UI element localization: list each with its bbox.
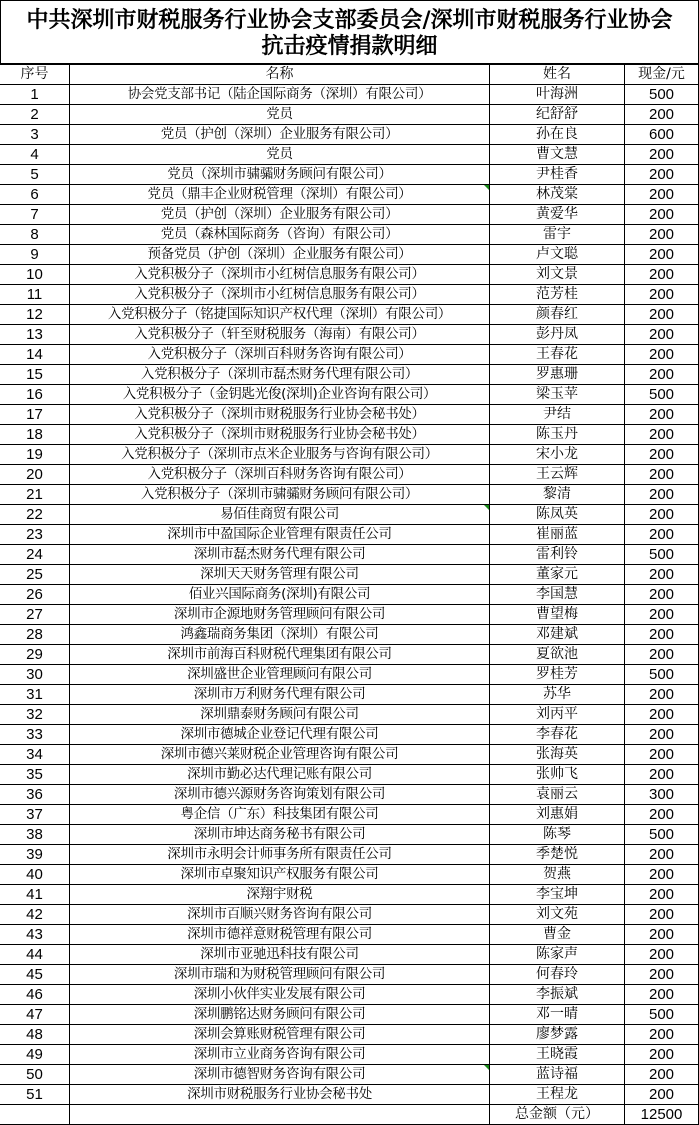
row-person[interactable]: 王云辉 xyxy=(490,465,625,485)
table-row xyxy=(0,185,699,205)
row-org[interactable]: 深圳市万利财务代理有限公司 xyxy=(70,685,490,705)
row-seq[interactable]: 20 xyxy=(0,465,70,485)
table-row xyxy=(0,785,699,805)
row-org[interactable]: 入党积极分子（深圳市小红树信息服务有限公司） xyxy=(70,265,490,285)
row-org[interactable]: 鸿鑫瑞商务集团（深圳）有限公司 xyxy=(70,625,490,645)
row-seq[interactable]: 11 xyxy=(0,285,70,305)
row-amount[interactable]: 200 xyxy=(625,485,699,505)
row-seq[interactable]: 26 xyxy=(0,585,70,605)
row-seq[interactable]: 47 xyxy=(0,1005,70,1025)
row-person[interactable]: 曹文慧 xyxy=(490,145,625,165)
header-amount[interactable]: 现金/元 xyxy=(625,65,699,85)
row-amount[interactable]: 200 xyxy=(625,1045,699,1065)
row-person[interactable]: 黎清 xyxy=(490,485,625,505)
row-seq[interactable]: 29 xyxy=(0,645,70,665)
row-seq[interactable]: 33 xyxy=(0,725,70,745)
row-amount[interactable]: 200 xyxy=(625,345,699,365)
table-row xyxy=(0,365,699,385)
row-seq[interactable]: 34 xyxy=(0,745,70,765)
table-row xyxy=(0,525,699,545)
row-org[interactable]: 深圳鼎泰财务顾问有限公司 xyxy=(70,705,490,725)
row-seq[interactable]: 16 xyxy=(0,385,70,405)
row-amount[interactable]: 200 xyxy=(625,1065,699,1085)
table-row xyxy=(0,165,699,185)
table-row xyxy=(0,485,699,505)
row-seq[interactable]: 50 xyxy=(0,1065,70,1085)
row-amount[interactable]: 500 xyxy=(625,1005,699,1025)
row-amount[interactable]: 200 xyxy=(625,945,699,965)
row-amount[interactable]: 500 xyxy=(625,385,699,405)
row-amount[interactable]: 200 xyxy=(625,445,699,465)
row-amount[interactable]: 200 xyxy=(625,505,699,525)
row-org[interactable]: 深圳小伙伴实业发展有限公司 xyxy=(70,985,490,1005)
table-row xyxy=(0,605,699,625)
row-seq[interactable]: 43 xyxy=(0,925,70,945)
total-row xyxy=(0,1105,699,1125)
row-person[interactable]: 黄爱华 xyxy=(490,205,625,225)
row-amount[interactable]: 200 xyxy=(625,325,699,345)
row-org[interactable]: 入党积极分子（轩至财税服务（海南）有限公司） xyxy=(70,325,490,345)
row-person[interactable]: 尹桂香 xyxy=(490,165,625,185)
row-org[interactable]: 深圳市德智财务咨询有限公司 xyxy=(70,1065,490,1085)
row-org[interactable]: 深圳市永明会计师事务所有限责任公司 xyxy=(70,845,490,865)
table-row xyxy=(0,905,699,925)
row-seq[interactable]: 9 xyxy=(0,245,70,265)
table-row xyxy=(0,705,699,725)
table-row xyxy=(0,865,699,885)
donation-sheet xyxy=(0,0,699,64)
row-person[interactable]: 范芳桂 xyxy=(490,285,625,305)
row-amount[interactable]: 200 xyxy=(625,765,699,785)
row-seq[interactable]: 14 xyxy=(0,345,70,365)
donation-table xyxy=(0,64,699,1125)
row-person[interactable]: 刘丙平 xyxy=(490,705,625,725)
table-row xyxy=(0,645,699,665)
row-person[interactable]: 陈家声 xyxy=(490,945,625,965)
row-seq[interactable]: 23 xyxy=(0,525,70,545)
row-seq[interactable]: 40 xyxy=(0,865,70,885)
row-amount[interactable]: 200 xyxy=(625,185,699,205)
table-row xyxy=(0,425,699,445)
row-org[interactable]: 深圳市瑞和为财税管理顾问有限公司 xyxy=(70,965,490,985)
row-amount[interactable]: 200 xyxy=(625,865,699,885)
row-org[interactable]: 预备党员（护创（深圳）企业服务有限公司） xyxy=(70,245,490,265)
row-person[interactable]: 廖梦露 xyxy=(490,1025,625,1045)
row-amount[interactable]: 200 xyxy=(625,705,699,725)
header-row xyxy=(0,65,699,85)
comment-marker-icon xyxy=(484,1065,489,1070)
table-row xyxy=(0,1045,699,1065)
row-org[interactable]: 深圳市德城企业登记代理有限公司 xyxy=(70,725,490,745)
row-person[interactable]: 孙在良 xyxy=(490,125,625,145)
row-amount[interactable]: 200 xyxy=(625,965,699,985)
row-seq[interactable]: 2 xyxy=(0,105,70,125)
row-amount[interactable]: 200 xyxy=(625,145,699,165)
row-person[interactable]: 陈琴 xyxy=(490,825,625,845)
row-person[interactable]: 张帅飞 xyxy=(490,765,625,785)
table-row xyxy=(0,285,699,305)
row-person[interactable]: 贺燕 xyxy=(490,865,625,885)
row-person[interactable]: 李宝坤 xyxy=(490,885,625,905)
row-person[interactable]: 刘文景 xyxy=(490,265,625,285)
table-row xyxy=(0,345,699,365)
row-person[interactable]: 林茂棠 xyxy=(490,185,625,205)
row-org[interactable]: 佰业兴国际商务(深圳)有限公司 xyxy=(70,585,490,605)
row-person[interactable]: 李春花 xyxy=(490,725,625,745)
row-amount[interactable]: 500 xyxy=(625,85,699,105)
row-seq[interactable]: 46 xyxy=(0,985,70,1005)
table-row xyxy=(0,145,699,165)
total-amount[interactable]: 12500 xyxy=(625,1105,699,1125)
row-amount[interactable]: 200 xyxy=(625,805,699,825)
row-amount[interactable]: 200 xyxy=(625,985,699,1005)
row-seq[interactable]: 42 xyxy=(0,905,70,925)
comment-marker-icon xyxy=(484,185,489,190)
row-seq[interactable]: 12 xyxy=(0,305,70,325)
row-seq[interactable]: 32 xyxy=(0,705,70,725)
row-amount[interactable]: 200 xyxy=(625,1025,699,1045)
table-row xyxy=(0,385,699,405)
row-seq[interactable]: 6 xyxy=(0,185,70,205)
table-row xyxy=(0,965,699,985)
row-org[interactable]: 深圳市德祥意财税管理有限公司 xyxy=(70,925,490,945)
row-person[interactable]: 夏欲池 xyxy=(490,645,625,665)
row-org[interactable]: 入党积极分子（铭捷国际知识产权代理（深圳）有限公司） xyxy=(70,305,490,325)
row-org[interactable]: 易佰佳商贸有限公司 xyxy=(70,505,490,525)
row-org[interactable]: 入党积极分子（深圳市点米企业服务与咨询有限公司） xyxy=(70,445,490,465)
total-label[interactable]: 总金额（元） xyxy=(490,1105,625,1125)
row-seq[interactable]: 1 xyxy=(0,85,70,105)
row-org[interactable]: 入党积极分子（深圳百科财务咨询有限公司） xyxy=(70,345,490,365)
table-row xyxy=(0,745,699,765)
row-person[interactable]: 张海英 xyxy=(490,745,625,765)
row-org[interactable]: 深圳盛世企业管理顾问有限公司 xyxy=(70,665,490,685)
row-amount[interactable]: 200 xyxy=(625,645,699,665)
table-row xyxy=(0,565,699,585)
row-org[interactable]: 深圳市勤必达代理记账有限公司 xyxy=(70,765,490,785)
row-person[interactable]: 陈凤英 xyxy=(490,505,625,525)
row-amount[interactable]: 200 xyxy=(625,365,699,385)
row-seq[interactable]: 21 xyxy=(0,485,70,505)
row-person[interactable]: 李振斌 xyxy=(490,985,625,1005)
row-person[interactable]: 邓建斌 xyxy=(490,625,625,645)
row-amount[interactable]: 600 xyxy=(625,125,699,145)
row-person[interactable]: 王程龙 xyxy=(490,1085,625,1105)
row-seq[interactable]: 28 xyxy=(0,625,70,645)
row-amount[interactable]: 300 xyxy=(625,785,699,805)
table-row xyxy=(0,1065,699,1085)
row-org[interactable]: 深圳鹏铭达财务顾问有限公司 xyxy=(70,1005,490,1025)
row-seq[interactable]: 36 xyxy=(0,785,70,805)
table-row xyxy=(0,465,699,485)
table-row xyxy=(0,1005,699,1025)
row-seq[interactable]: 22 xyxy=(0,505,70,525)
row-org[interactable]: 深圳市德兴莱财税企业管理咨询有限公司 xyxy=(70,745,490,765)
table-row xyxy=(0,545,699,565)
row-seq[interactable]: 5 xyxy=(0,165,70,185)
row-org[interactable]: 入党积极分子（深圳市小红树信息服务有限公司） xyxy=(70,285,490,305)
row-seq[interactable]: 30 xyxy=(0,665,70,685)
row-seq[interactable]: 45 xyxy=(0,965,70,985)
row-seq[interactable]: 7 xyxy=(0,205,70,225)
header-name[interactable]: 姓名 xyxy=(490,65,625,85)
row-amount[interactable]: 200 xyxy=(625,745,699,765)
row-org[interactable]: 党员（深圳市骕骦财务顾问有限公司） xyxy=(70,165,490,185)
table-row xyxy=(0,1025,699,1045)
table-row xyxy=(0,105,699,125)
table-row xyxy=(0,945,699,965)
row-org[interactable]: 党员（护创（深圳）企业服务有限公司） xyxy=(70,125,490,145)
row-amount[interactable]: 200 xyxy=(625,685,699,705)
table-row xyxy=(0,505,699,525)
row-seq[interactable]: 38 xyxy=(0,825,70,845)
row-org[interactable]: 入党积极分子（深圳市磊杰财务代理有限公司） xyxy=(70,365,490,385)
row-amount[interactable]: 200 xyxy=(625,285,699,305)
row-org[interactable]: 入党积极分子（金钥匙光俊(深圳)企业咨询有限公司） xyxy=(70,385,490,405)
row-seq[interactable]: 48 xyxy=(0,1025,70,1045)
row-amount[interactable]: 200 xyxy=(625,845,699,865)
table-row xyxy=(0,625,699,645)
row-amount[interactable]: 200 xyxy=(625,205,699,225)
row-person[interactable]: 陈玉丹 xyxy=(490,425,625,445)
row-org[interactable]: 深圳会算账财税管理有限公司 xyxy=(70,1025,490,1045)
table-row xyxy=(0,985,699,1005)
table-row xyxy=(0,325,699,345)
row-seq[interactable]: 44 xyxy=(0,945,70,965)
row-amount[interactable]: 200 xyxy=(625,905,699,925)
row-seq[interactable]: 18 xyxy=(0,425,70,445)
row-org[interactable]: 深圳市中盈国际企业管理有限责任公司 xyxy=(70,525,490,545)
row-org[interactable]: 协会党支部书记（陆企国际商务（深圳）有限公司） xyxy=(70,85,490,105)
row-amount[interactable]: 200 xyxy=(625,225,699,245)
row-amount[interactable]: 200 xyxy=(625,1085,699,1105)
row-person[interactable]: 梁玉苹 xyxy=(490,385,625,405)
table-row xyxy=(0,85,699,105)
row-seq[interactable]: 51 xyxy=(0,1085,70,1105)
row-amount[interactable]: 200 xyxy=(625,305,699,325)
row-amount[interactable]: 500 xyxy=(625,545,699,565)
row-org[interactable]: 深圳市企源地财务管理顾问有限公司 xyxy=(70,605,490,625)
row-amount[interactable]: 200 xyxy=(625,565,699,585)
row-seq[interactable]: 31 xyxy=(0,685,70,705)
row-amount[interactable]: 200 xyxy=(625,885,699,905)
table-row xyxy=(0,585,699,605)
row-org[interactable]: 党员（森林国际商务（咨询）有限公司） xyxy=(70,225,490,245)
table-row xyxy=(0,125,699,145)
row-seq[interactable]: 3 xyxy=(0,125,70,145)
row-person[interactable]: 彭丹凤 xyxy=(490,325,625,345)
table-row xyxy=(0,665,699,685)
row-amount[interactable]: 200 xyxy=(625,925,699,945)
row-org[interactable]: 深圳市亚驰迅科技有限公司 xyxy=(70,945,490,965)
row-amount[interactable]: 200 xyxy=(625,425,699,445)
row-person[interactable]: 雷宇 xyxy=(490,225,625,245)
row-org[interactable]: 深圳市德兴源财务咨询策划有限公司 xyxy=(70,785,490,805)
row-amount[interactable]: 500 xyxy=(625,665,699,685)
row-seq[interactable]: 27 xyxy=(0,605,70,625)
row-person[interactable]: 刘惠娟 xyxy=(490,805,625,825)
row-seq[interactable]: 13 xyxy=(0,325,70,345)
row-amount[interactable]: 200 xyxy=(625,405,699,425)
row-seq[interactable]: 17 xyxy=(0,405,70,425)
row-org[interactable]: 深圳市财税服务行业协会秘书处 xyxy=(70,1085,490,1105)
row-person[interactable]: 叶海洲 xyxy=(490,85,625,105)
table-row xyxy=(0,205,699,225)
row-person[interactable]: 颜春红 xyxy=(490,305,625,325)
table-row xyxy=(0,885,699,905)
row-org[interactable]: 党员（护创（深圳）企业服务有限公司） xyxy=(70,205,490,225)
row-amount[interactable]: 200 xyxy=(625,625,699,645)
table-row xyxy=(0,225,699,245)
table-row xyxy=(0,1085,699,1105)
row-person[interactable]: 邓一晴 xyxy=(490,1005,625,1025)
row-seq[interactable]: 37 xyxy=(0,805,70,825)
row-seq[interactable]: 10 xyxy=(0,265,70,285)
row-org[interactable]: 深翔宇财税 xyxy=(70,885,490,905)
sheet-title xyxy=(1,1,698,64)
table-row xyxy=(0,925,699,945)
row-person[interactable]: 雷利铃 xyxy=(490,545,625,565)
row-amount[interactable]: 200 xyxy=(625,605,699,625)
table-row xyxy=(0,765,699,785)
row-person[interactable]: 季楚悦 xyxy=(490,845,625,865)
row-seq[interactable]: 41 xyxy=(0,885,70,905)
row-org[interactable]: 深圳天天财务管理有限公司 xyxy=(70,565,490,585)
row-person[interactable]: 宋小龙 xyxy=(490,445,625,465)
row-person[interactable]: 曹金 xyxy=(490,925,625,945)
row-person[interactable]: 王晓霞 xyxy=(490,1045,625,1065)
row-person[interactable]: 尹结 xyxy=(490,405,625,425)
row-seq[interactable]: 15 xyxy=(0,365,70,385)
table-row xyxy=(0,265,699,285)
row-person[interactable]: 李国慧 xyxy=(490,585,625,605)
row-seq[interactable]: 25 xyxy=(0,565,70,585)
header-seq[interactable]: 序号 xyxy=(0,65,70,85)
row-amount[interactable]: 200 xyxy=(625,265,699,285)
row-seq[interactable]: 49 xyxy=(0,1045,70,1065)
row-org[interactable]: 深圳市坤达商务秘书有限公司 xyxy=(70,825,490,845)
row-org[interactable]: 深圳市百顺兴财务咨询有限公司 xyxy=(70,905,490,925)
table-row xyxy=(0,825,699,845)
row-org[interactable]: 党员 xyxy=(70,145,490,165)
row-org[interactable]: 深圳市立业商务咨询有限公司 xyxy=(70,1045,490,1065)
table-row xyxy=(0,405,699,425)
row-person[interactable]: 董家元 xyxy=(490,565,625,585)
row-person[interactable]: 袁丽云 xyxy=(490,785,625,805)
comment-marker-icon xyxy=(484,505,489,510)
row-person[interactable]: 王春花 xyxy=(490,345,625,365)
row-amount[interactable]: 500 xyxy=(625,825,699,845)
table-row xyxy=(0,845,699,865)
row-org[interactable]: 深圳市磊杰财务代理有限公司 xyxy=(70,545,490,565)
row-person[interactable]: 崔丽蓝 xyxy=(490,525,625,545)
table-row xyxy=(0,725,699,745)
table-row xyxy=(0,445,699,465)
row-amount[interactable]: 200 xyxy=(625,725,699,745)
row-org[interactable]: 粤企信（广东）科技集团有限公司 xyxy=(70,805,490,825)
row-org[interactable]: 党员（鼎丰企业财税管理（深圳）有限公司） xyxy=(70,185,490,205)
row-person[interactable]: 苏华 xyxy=(490,685,625,705)
row-amount[interactable]: 200 xyxy=(625,105,699,125)
table-row xyxy=(0,245,699,265)
row-seq[interactable]: 8 xyxy=(0,225,70,245)
row-seq[interactable]: 4 xyxy=(0,145,70,165)
row-person[interactable]: 罗桂芳 xyxy=(490,665,625,685)
row-org[interactable]: 入党积极分子（深圳百科财务咨询有限公司） xyxy=(70,465,490,485)
total-empty-cell[interactable] xyxy=(0,1105,70,1125)
row-org[interactable]: 入党积极分子（深圳市财税服务行业协会秘书处） xyxy=(70,405,490,425)
row-seq[interactable]: 39 xyxy=(0,845,70,865)
row-org[interactable]: 深圳市卓聚知识产权服务有限公司 xyxy=(70,865,490,885)
row-org[interactable]: 入党积极分子（深圳市财税服务行业协会秘书处） xyxy=(70,425,490,445)
row-seq[interactable]: 35 xyxy=(0,765,70,785)
row-amount[interactable]: 200 xyxy=(625,525,699,545)
row-seq[interactable]: 19 xyxy=(0,445,70,465)
table-row xyxy=(0,805,699,825)
header-org[interactable]: 名称 xyxy=(70,65,490,85)
row-amount[interactable]: 200 xyxy=(625,245,699,265)
title-line-1: 中共深圳市财税服务行业协会支部委员会/深圳市财税服务行业协会 xyxy=(26,7,673,33)
title-line-2: 抗击疫情捐款明细 xyxy=(261,33,438,59)
table-row xyxy=(0,685,699,705)
row-amount[interactable]: 200 xyxy=(625,165,699,185)
row-person[interactable]: 何春玲 xyxy=(490,965,625,985)
row-org[interactable]: 党员 xyxy=(70,105,490,125)
row-person[interactable]: 刘文苑 xyxy=(490,905,625,925)
row-org[interactable]: 深圳市前海百科财税代理集团有限公司 xyxy=(70,645,490,665)
row-amount[interactable]: 200 xyxy=(625,465,699,485)
row-person[interactable]: 纪舒舒 xyxy=(490,105,625,125)
row-person[interactable]: 曹望梅 xyxy=(490,605,625,625)
row-person[interactable]: 罗惠珊 xyxy=(490,365,625,385)
row-person[interactable]: 卢文聪 xyxy=(490,245,625,265)
table-row xyxy=(0,305,699,325)
row-amount[interactable]: 200 xyxy=(625,585,699,605)
total-empty-cell[interactable] xyxy=(70,1105,490,1125)
row-person[interactable]: 蓝诗福 xyxy=(490,1065,625,1085)
row-seq[interactable]: 24 xyxy=(0,545,70,565)
row-org[interactable]: 入党积极分子（深圳市骕骦财务顾问有限公司） xyxy=(70,485,490,505)
